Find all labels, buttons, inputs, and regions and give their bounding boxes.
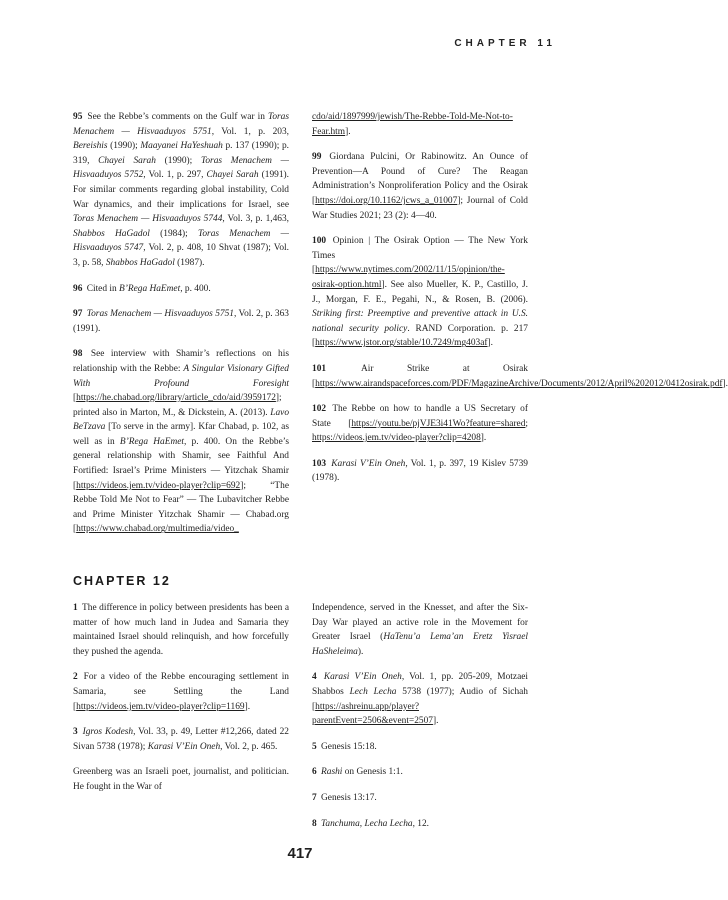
- footnote-text: ]; printed also in Marton, M., & Dickstein, A. (2013).: [73, 393, 282, 418]
- footnote-number: 6: [312, 767, 317, 778]
- footnote-text: Rashi: [321, 767, 343, 778]
- footnote-text: (1984);: [149, 228, 199, 239]
- footnote-link[interactable]: https://videos.jem.tv/video-player?clip=1169: [76, 701, 245, 712]
- footnote-number: 96: [73, 283, 83, 294]
- footnote-text: ]. See also Mueller, K. P., Castillo, J. J., Morgan, F. E., Pegahi, N., & Rosen, B. (2006).: [312, 279, 528, 305]
- footnote-link[interactable]: https://youtu.be/pjVJE3i41Wo?feature=shared: [351, 418, 526, 429]
- footnote: [73, 110, 289, 271]
- footnote-text: Air Strike at Osirak [: [312, 363, 528, 389]
- footnote: [73, 282, 289, 297]
- footnote-text: Toras Menachem — Hisvaaduyos 5752: [73, 155, 289, 181]
- footnote-text: ].: [432, 716, 439, 727]
- footnote-text: ]; Journal of Cold War Studies 2021; 23 (2): 4—40.: [312, 195, 528, 221]
- footnote-text: Toras Menachem — Hisvaaduyos 5747: [73, 228, 289, 254]
- footnote-link[interactable]: cdo/aid/1897999/jewish/The-Rebbe-Told-Me-Not-to-Fear.htm: [312, 112, 513, 137]
- footnote: [73, 725, 289, 754]
- footnote-text: . RAND Corporation. p. 217 [: [312, 323, 528, 349]
- notes-column-bottom-left: [73, 601, 289, 806]
- footnote-number: 95: [73, 112, 83, 122]
- footnote-text: Greenberg was an Israeli poet, journalist, and politician. He fought in the War of: [73, 767, 289, 792]
- footnote-text: on Genesis 1:1.: [342, 767, 403, 778]
- footnote-text: Chayei Sarah: [98, 155, 156, 166]
- footnote-text: ).: [357, 646, 364, 657]
- footnote-link[interactable]: https://videos.jem.tv/video-player?clip=692: [76, 480, 241, 491]
- footnote-text: Shabbos HaGadol: [105, 257, 175, 268]
- footnote-text: [To serve in the army]. Kfar Chabad, p. 102, as well as in: [73, 422, 289, 447]
- footnote: [312, 740, 528, 755]
- footnote-text: (1990);: [155, 155, 201, 166]
- footnote-text: Lech Lecha: [349, 686, 397, 697]
- footnote-text: [: [73, 393, 77, 404]
- footnote-text: , Vol. 1, p. 397, 19 Kislev 5739 (1978).: [312, 458, 528, 484]
- footnote: [312, 817, 528, 832]
- footnote-text: Cited in: [84, 283, 120, 294]
- footnote-text: , Vol. 33, p. 49, Letter #12,266, dated 22 Sivan 5738 (1978);: [73, 727, 289, 752]
- footnote-text: , p. 400. On the Rebbe’s general relationship with Shamir, see Faithful And Fortified: Israel’s Prime Ministers — Yitzchak Shamir [: [73, 436, 289, 491]
- footnote: [312, 362, 728, 391]
- footnote-link[interactable]: https://www.jstor.org/stable/10.7249/mg403af: [315, 338, 488, 349]
- footnote-text: Karasi V’Ein Oneh: [331, 458, 406, 469]
- footnote-text: , Vol. 1, p. 203,: [211, 126, 289, 137]
- footnote-text: The difference in policy between presidents has been a matter of how much land in Judea and Samaria they maintained Israel should relinquish, and how forcefully they pushed the agenda.: [73, 603, 289, 657]
- footnote-text: See interview with Shamir’s reflections on his relationship with the Rebbe:: [73, 349, 289, 374]
- footnote: [73, 670, 289, 714]
- footnote-text: Genesis 15:18.: [318, 741, 377, 752]
- footnote-text: (1990);: [107, 141, 141, 152]
- footnote-number: 1: [73, 603, 78, 613]
- footnote-number: 100: [312, 236, 327, 247]
- footnote-text: , Vol. 3, p. 1,463,: [222, 214, 290, 225]
- footnote-text: ].: [345, 126, 351, 137]
- footnote-text: , 12.: [412, 818, 430, 829]
- footnote-text: ;: [525, 418, 528, 429]
- footnote-text: , Vol. 2, p. 465.: [220, 741, 278, 752]
- footnote-text: B’Rega HaEmet: [119, 436, 184, 447]
- footnote-link[interactable]: https://doi.org/10.1162/jcws_a_01007: [315, 195, 458, 206]
- footnote-link[interactable]: https://www.nytimes.com/2002/11/15/opinion/the-osirak-option.html: [312, 265, 505, 290]
- footnote: [312, 670, 528, 728]
- footnote: [312, 234, 528, 351]
- footnote: [312, 791, 528, 806]
- footnote-text: Karasi V’Ein Oneh: [323, 672, 402, 683]
- footnote-text: Lavo BeTzava: [73, 407, 289, 433]
- footnote-number: 102: [312, 404, 327, 415]
- footnote-number: 98: [73, 349, 83, 360]
- footnote-text: (1987).: [174, 257, 205, 268]
- footnote-text: See the Rebbe’s comments on the Gulf war in: [84, 112, 268, 122]
- footnote-text: Toras Menachem — Hisvaaduyos 5751: [73, 112, 289, 137]
- footnote-number: 103: [312, 458, 327, 469]
- footnote-text: Chayei Sarah: [206, 170, 259, 181]
- footnote-text: Karasi V’Ein Oneh: [147, 741, 221, 752]
- footnote-text: Shabbos HaGadol: [73, 228, 150, 239]
- footnote: [312, 402, 528, 446]
- footnote-number: 7: [312, 792, 317, 803]
- page-number: 417: [287, 845, 313, 862]
- footnote-text: A Singular Visionary Gifted With Profound Foresight: [73, 363, 289, 389]
- footnote-text: , Vol. 2, p. 363 (1991).: [73, 309, 289, 334]
- footnote-number: 3: [73, 727, 78, 738]
- notes-column-bottom-right: [312, 601, 528, 842]
- footnote-number: 2: [73, 672, 78, 683]
- footnote-number: 97: [73, 309, 83, 320]
- footnote: [312, 110, 528, 139]
- footnote-text: Toras Menachem — Hisvaaduyos 5751: [86, 309, 234, 320]
- footnote-text: HaTenu’a Lema’an Eretz Yisrael HaSheleima: [312, 632, 528, 657]
- footnote-text: Maayanei HaYeshuah: [140, 141, 223, 152]
- footnote-text: For a video of the Rebbe encouraging settlement in Samaria, see Settling the Land [: [73, 672, 289, 712]
- footnote: [73, 601, 289, 659]
- footnote-text: ].: [244, 701, 251, 712]
- footnote-text: Igros Kodesh: [82, 727, 134, 738]
- footnote-text: 5738 (1977); Audio of Sichah [: [312, 686, 528, 712]
- footnote-text: p. 137 (1990); p. 319,: [73, 141, 289, 166]
- chapter-heading: CHAPTER 12: [73, 574, 171, 588]
- footnote: [73, 307, 289, 336]
- notes-column-top-left: [73, 110, 289, 548]
- footnote: [312, 765, 528, 780]
- footnote-text: Giordana Pulcini, Or Rabinowitz. An Ounce of Prevention—A Pound of Cure? The Reagan Administration’s Nonproliferation Policy and the Osirak [: [312, 152, 528, 206]
- footnote-text: , Vol. 1, pp. 205-209, Motzaei Shabbos: [312, 672, 528, 697]
- footnote-number: 4: [312, 672, 317, 683]
- footnote-number: 5: [312, 741, 317, 752]
- footnote-text: ].: [722, 378, 728, 389]
- footnote-link[interactable]: https://www.airandspaceforces.com/PDF/MagazineArchive/Documents/2012/April%202012/0412osirak.pdf: [315, 378, 723, 389]
- footnote-text: The Rebbe on how to handle a US Secretary of State [: [312, 404, 528, 429]
- footnote: [312, 601, 528, 659]
- footnote-text: Striking first: Preemptive and preventive attack in U.S. national security policy: [312, 309, 528, 334]
- footnote: [312, 457, 528, 486]
- footnote-text: Opinion | The Osirak Option — The New York Times [: [312, 236, 528, 276]
- footnote-link[interactable]: https://ashreinu.app/player?parentEvent=2506&event=2507: [312, 701, 433, 727]
- notes-column-top-right: [312, 110, 728, 497]
- footnote-text: ]; “The Rebbe Told Me Not to Fear” — The Lubavitcher Rebbe and Prime Minister Yitzchak Shamir — Chabad.org [: [73, 480, 289, 535]
- footnote-text: , Vol. 1, p. 297,: [143, 170, 207, 181]
- footnote-text: Tanchuma, Lecha Lecha: [321, 818, 413, 829]
- footnote-number: 101: [312, 363, 327, 374]
- footnote-text: ].: [480, 433, 487, 444]
- footnote-text: Genesis 13:17.: [318, 792, 377, 803]
- footnote-link[interactable]: https://www.chabad.org/multimedia/video_: [76, 524, 239, 535]
- footnote-number: 8: [312, 818, 317, 829]
- footnote: [73, 765, 289, 794]
- footnote: [312, 150, 528, 223]
- footnote-text: Bereishis: [73, 141, 108, 152]
- footnote-text: Independence, served in the Knesset, and after the Six-Day War played an active role in the Movement for Greater Israel (: [312, 603, 528, 643]
- footnote-link[interactable]: https://he.chabad.org/library/article_cdo/aid/3959172: [76, 393, 276, 404]
- footnote-number: 99: [312, 152, 322, 163]
- footnote-text: (1991). For similar comments regarding global instability, Cold War dynamics, and their implications for Israel, see: [73, 170, 289, 210]
- footnote-text: Toras Menachem — Hisvaaduyos 5744: [73, 214, 223, 225]
- footnote-text: , p. 400.: [180, 283, 211, 294]
- footnote-text: B’Rega HaEmet: [119, 283, 181, 294]
- running-header: CHAPTER 11: [454, 38, 556, 49]
- footnote: [73, 347, 289, 537]
- footnote-link[interactable]: https://videos.jem.tv/video-player?clip=4208: [312, 433, 481, 444]
- footnote-text: ].: [487, 338, 493, 349]
- footnote-text: , Vol. 2, p. 408, 10 Shvat (1987); Vol. 3, p. 58,: [73, 243, 289, 268]
